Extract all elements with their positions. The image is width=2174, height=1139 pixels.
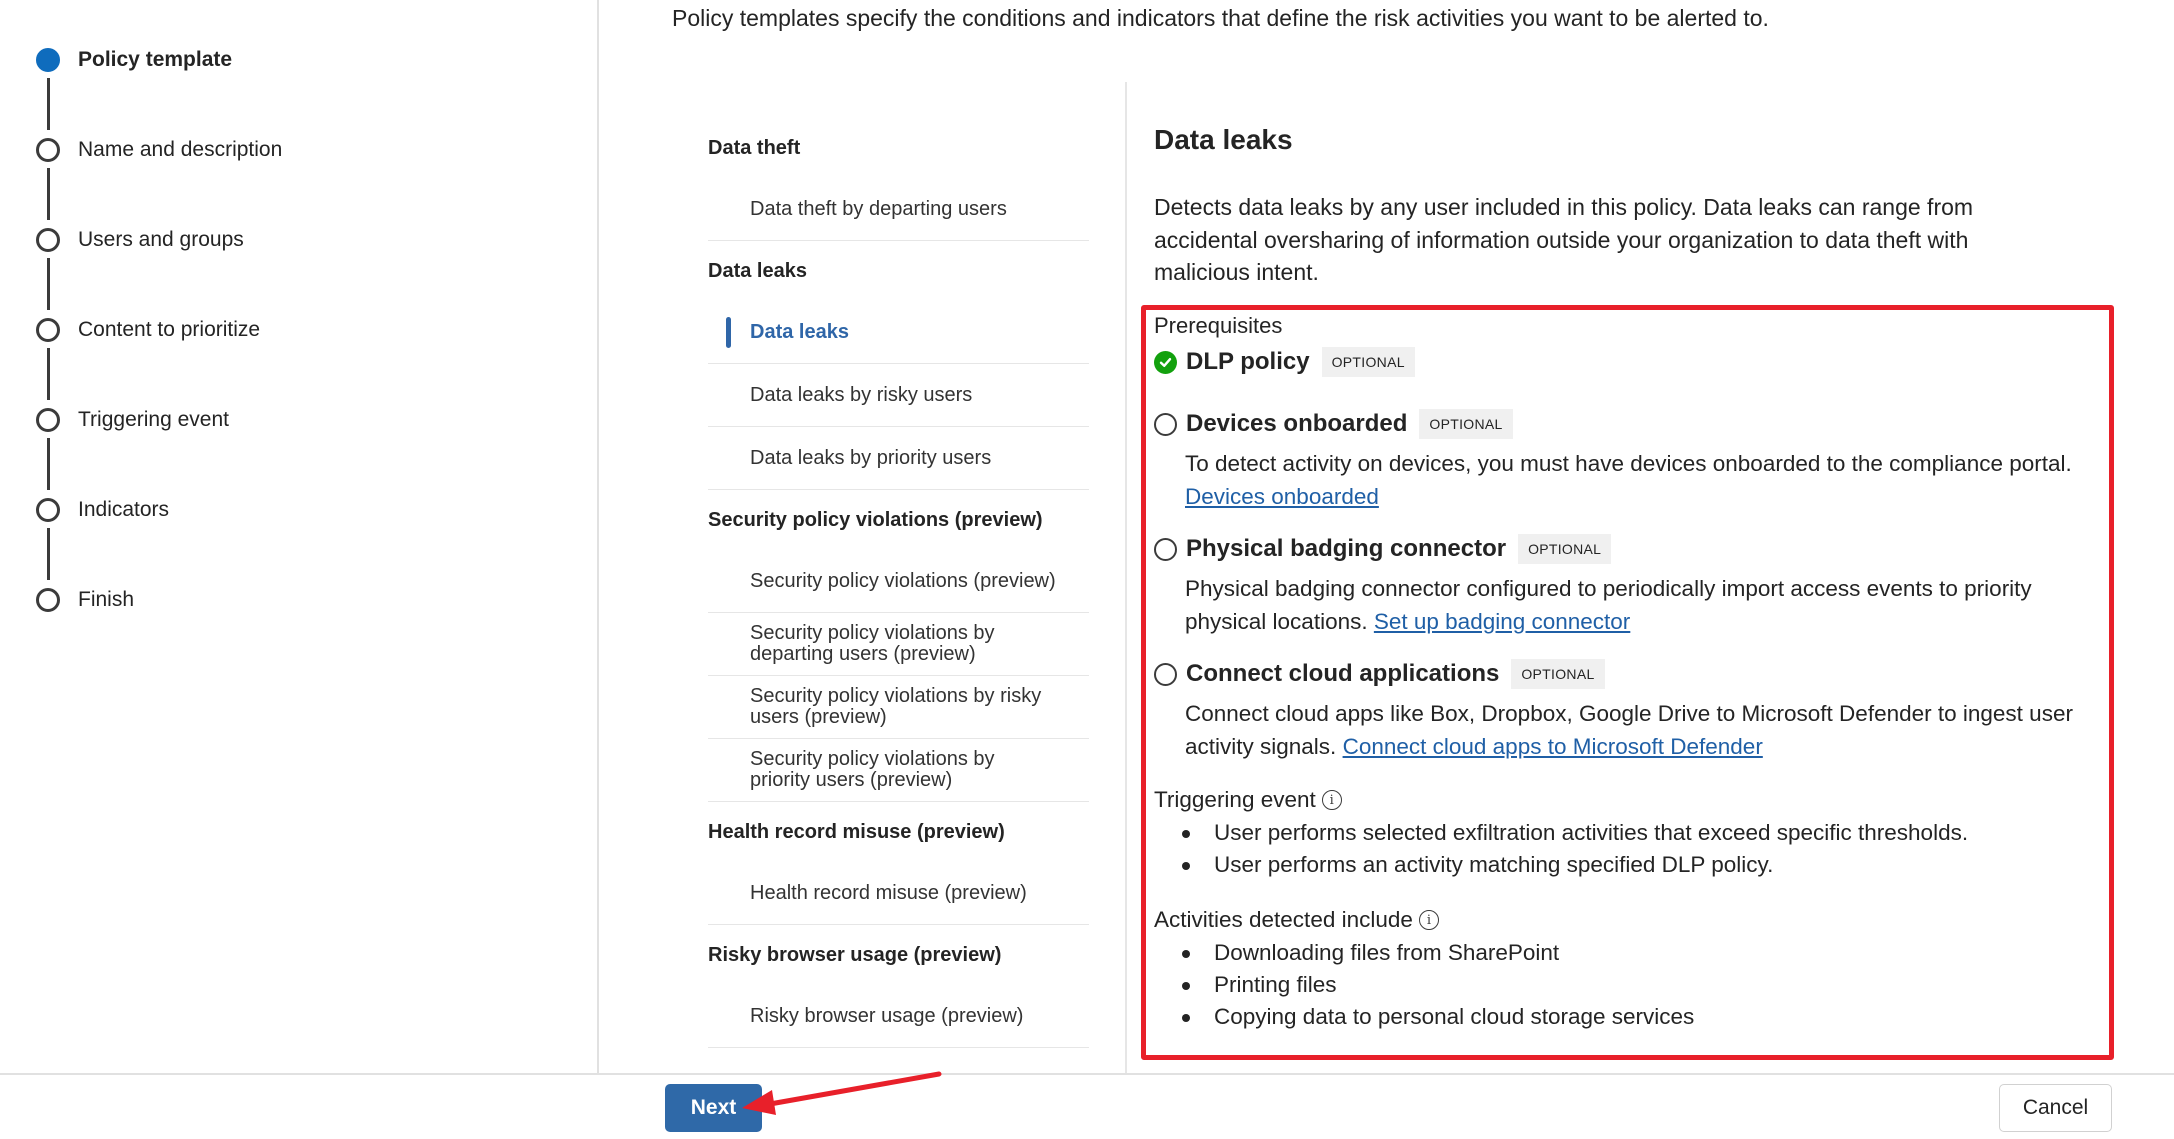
step-pending-circle-icon <box>36 408 60 432</box>
template-option-label: Data leaks by priority users <box>750 446 992 469</box>
step-pending-circle-icon <box>36 318 60 342</box>
step-indicators[interactable] <box>36 498 169 522</box>
prerequisite-description <box>1185 698 2094 763</box>
prerequisite-name: DLP policy <box>1186 348 1310 375</box>
template-option[interactable] <box>708 676 1089 739</box>
activity-item: Downloading files from SharePoint <box>1182 937 2094 969</box>
page-intro-text: Policy templates specify the conditions and indicators that define the risk activities you want to be alerted to. <box>672 5 1769 31</box>
triggering-event-section <box>1154 783 2094 881</box>
checkmark-circle-icon <box>1154 351 1177 374</box>
prerequisite-name: Connect cloud applications <box>1186 660 1500 687</box>
step-finish[interactable] <box>36 588 134 612</box>
template-option[interactable] <box>708 985 1089 1048</box>
template-option[interactable] <box>708 862 1089 925</box>
template-option-label: Health record misuse (preview) <box>750 881 1027 904</box>
empty-circle-icon <box>1154 538 1177 561</box>
activity-item: Copying data to personal cloud storage services <box>1182 1001 2094 1033</box>
step-name-and-description[interactable] <box>36 138 282 162</box>
template-option[interactable] <box>708 550 1089 613</box>
prerequisite-dlp-policy <box>1154 342 2094 382</box>
prerequisite-physical-badging-connector <box>1154 529 2094 638</box>
details-title: Data leaks <box>1154 124 1293 155</box>
template-option[interactable] <box>708 364 1089 427</box>
info-icon[interactable]: i <box>1419 910 1439 930</box>
footer-divider <box>0 1073 2174 1075</box>
devices-onboarded-link[interactable]: Devices onboarded <box>1185 483 1379 509</box>
prerequisite-description-text: Physical badging connector configured to periodically import access events to priority physical locations. <box>1185 576 2032 634</box>
template-group-heading: Security policy violations (preview) <box>708 508 1043 531</box>
template-option-label: Risky browser usage (preview) <box>750 1004 1024 1027</box>
cancel-button[interactable]: Cancel <box>1999 1084 2112 1132</box>
template-group-heading: Data leaks <box>708 259 807 282</box>
template-option-selected[interactable] <box>708 301 1089 364</box>
step-users-and-groups[interactable] <box>36 228 244 252</box>
activities-section <box>1154 903 2094 1033</box>
activity-item: Printing files <box>1182 969 2094 1001</box>
template-group-heading: Data theft <box>708 136 801 159</box>
step-pending-circle-icon <box>36 138 60 162</box>
activities-title: Activities detected include <box>1154 907 1413 932</box>
selection-indicator <box>726 317 731 348</box>
triggering-event-title: Triggering event <box>1154 787 1316 812</box>
template-details <box>1154 124 2114 289</box>
template-option-label: Data theft by departing users <box>750 197 1007 220</box>
template-group-heading: Risky browser usage (preview) <box>708 943 1002 966</box>
template-option-label: Data leaks by risky users <box>750 383 973 406</box>
prerequisite-devices-onboarded <box>1154 404 2094 513</box>
step-label: Users and groups <box>78 228 244 251</box>
step-content-to-prioritize[interactable] <box>36 318 260 342</box>
step-label: Name and description <box>78 138 283 161</box>
template-option-label: Security policy violations by departing users (preview) <box>750 622 995 665</box>
prerequisite-connect-cloud-applications <box>1154 654 2094 763</box>
optional-badge: OPTIONAL <box>1322 347 1415 377</box>
prerequisites-title: Prerequisites <box>1154 313 1283 338</box>
step-label: Indicators <box>78 498 170 521</box>
template-option[interactable] <box>708 739 1089 802</box>
optional-badge: OPTIONAL <box>1518 534 1611 564</box>
template-option-label: Security policy violations by priority users (preview) <box>750 748 995 791</box>
triggering-event-item: User performs an activity matching specified DLP policy. <box>1182 849 2094 881</box>
step-active-dot-icon <box>36 48 60 72</box>
step-connector <box>47 438 50 490</box>
step-connector <box>47 258 50 310</box>
set-up-badging-connector-link[interactable]: Set up badging connector <box>1373 608 1631 634</box>
prerequisite-description <box>1185 573 2094 638</box>
optional-badge: OPTIONAL <box>1419 409 1512 439</box>
template-group-heading: Health record misuse (preview) <box>708 820 1005 843</box>
panel-divider <box>1125 82 1127 1074</box>
template-option-label: Data leaks <box>750 320 849 343</box>
info-icon[interactable]: i <box>1322 790 1342 810</box>
prerequisite-description-text: To detect activity on devices, you must have devices onboarded to the compliance portal. <box>1185 451 2072 476</box>
prerequisite-name: Devices onboarded <box>1186 410 1408 437</box>
step-label: Finish <box>78 588 135 611</box>
step-pending-circle-icon <box>36 228 60 252</box>
empty-circle-icon <box>1154 663 1177 686</box>
empty-circle-icon <box>1154 413 1177 436</box>
template-option-label: Security policy violations by risky users (preview) <box>750 685 1042 728</box>
step-connector <box>47 528 50 580</box>
template-option[interactable] <box>708 178 1089 241</box>
step-connector <box>47 168 50 220</box>
prerequisite-description <box>1185 448 2094 513</box>
step-label: Content to prioritize <box>78 318 261 341</box>
policy-template-list <box>708 118 1089 1048</box>
step-connector <box>47 348 50 400</box>
step-policy-template[interactable] <box>36 48 232 72</box>
prerequisites-section <box>1154 310 2094 1033</box>
step-label: Policy template <box>78 48 233 71</box>
connect-cloud-apps-link[interactable]: Connect cloud apps to Microsoft Defender <box>1342 733 1763 759</box>
step-connector <box>47 78 50 130</box>
step-pending-circle-icon <box>36 498 60 522</box>
step-label: Triggering event <box>78 408 229 431</box>
wizard-stepper <box>0 0 599 1074</box>
template-option-label: Security policy violations (preview) <box>750 569 1056 592</box>
prerequisite-description-text: Connect cloud apps like Box, Dropbox, Google Drive to Microsoft Defender to ingest user activity signals. <box>1185 701 2073 759</box>
template-option[interactable] <box>708 613 1089 676</box>
prerequisite-name: Physical badging connector <box>1186 535 1507 562</box>
step-triggering-event[interactable] <box>36 408 229 432</box>
optional-badge: OPTIONAL <box>1511 659 1604 689</box>
step-pending-circle-icon <box>36 588 60 612</box>
details-description: Detects data leaks by any user included in this policy. Data leaks can range from accidental oversharing of information outside your organization to data theft with malicious intent. <box>1154 194 1974 285</box>
next-button[interactable]: Next <box>665 1084 762 1132</box>
triggering-event-item: User performs selected exfiltration activities that exceed specific thresholds. <box>1182 817 2094 849</box>
template-option[interactable] <box>708 427 1089 490</box>
